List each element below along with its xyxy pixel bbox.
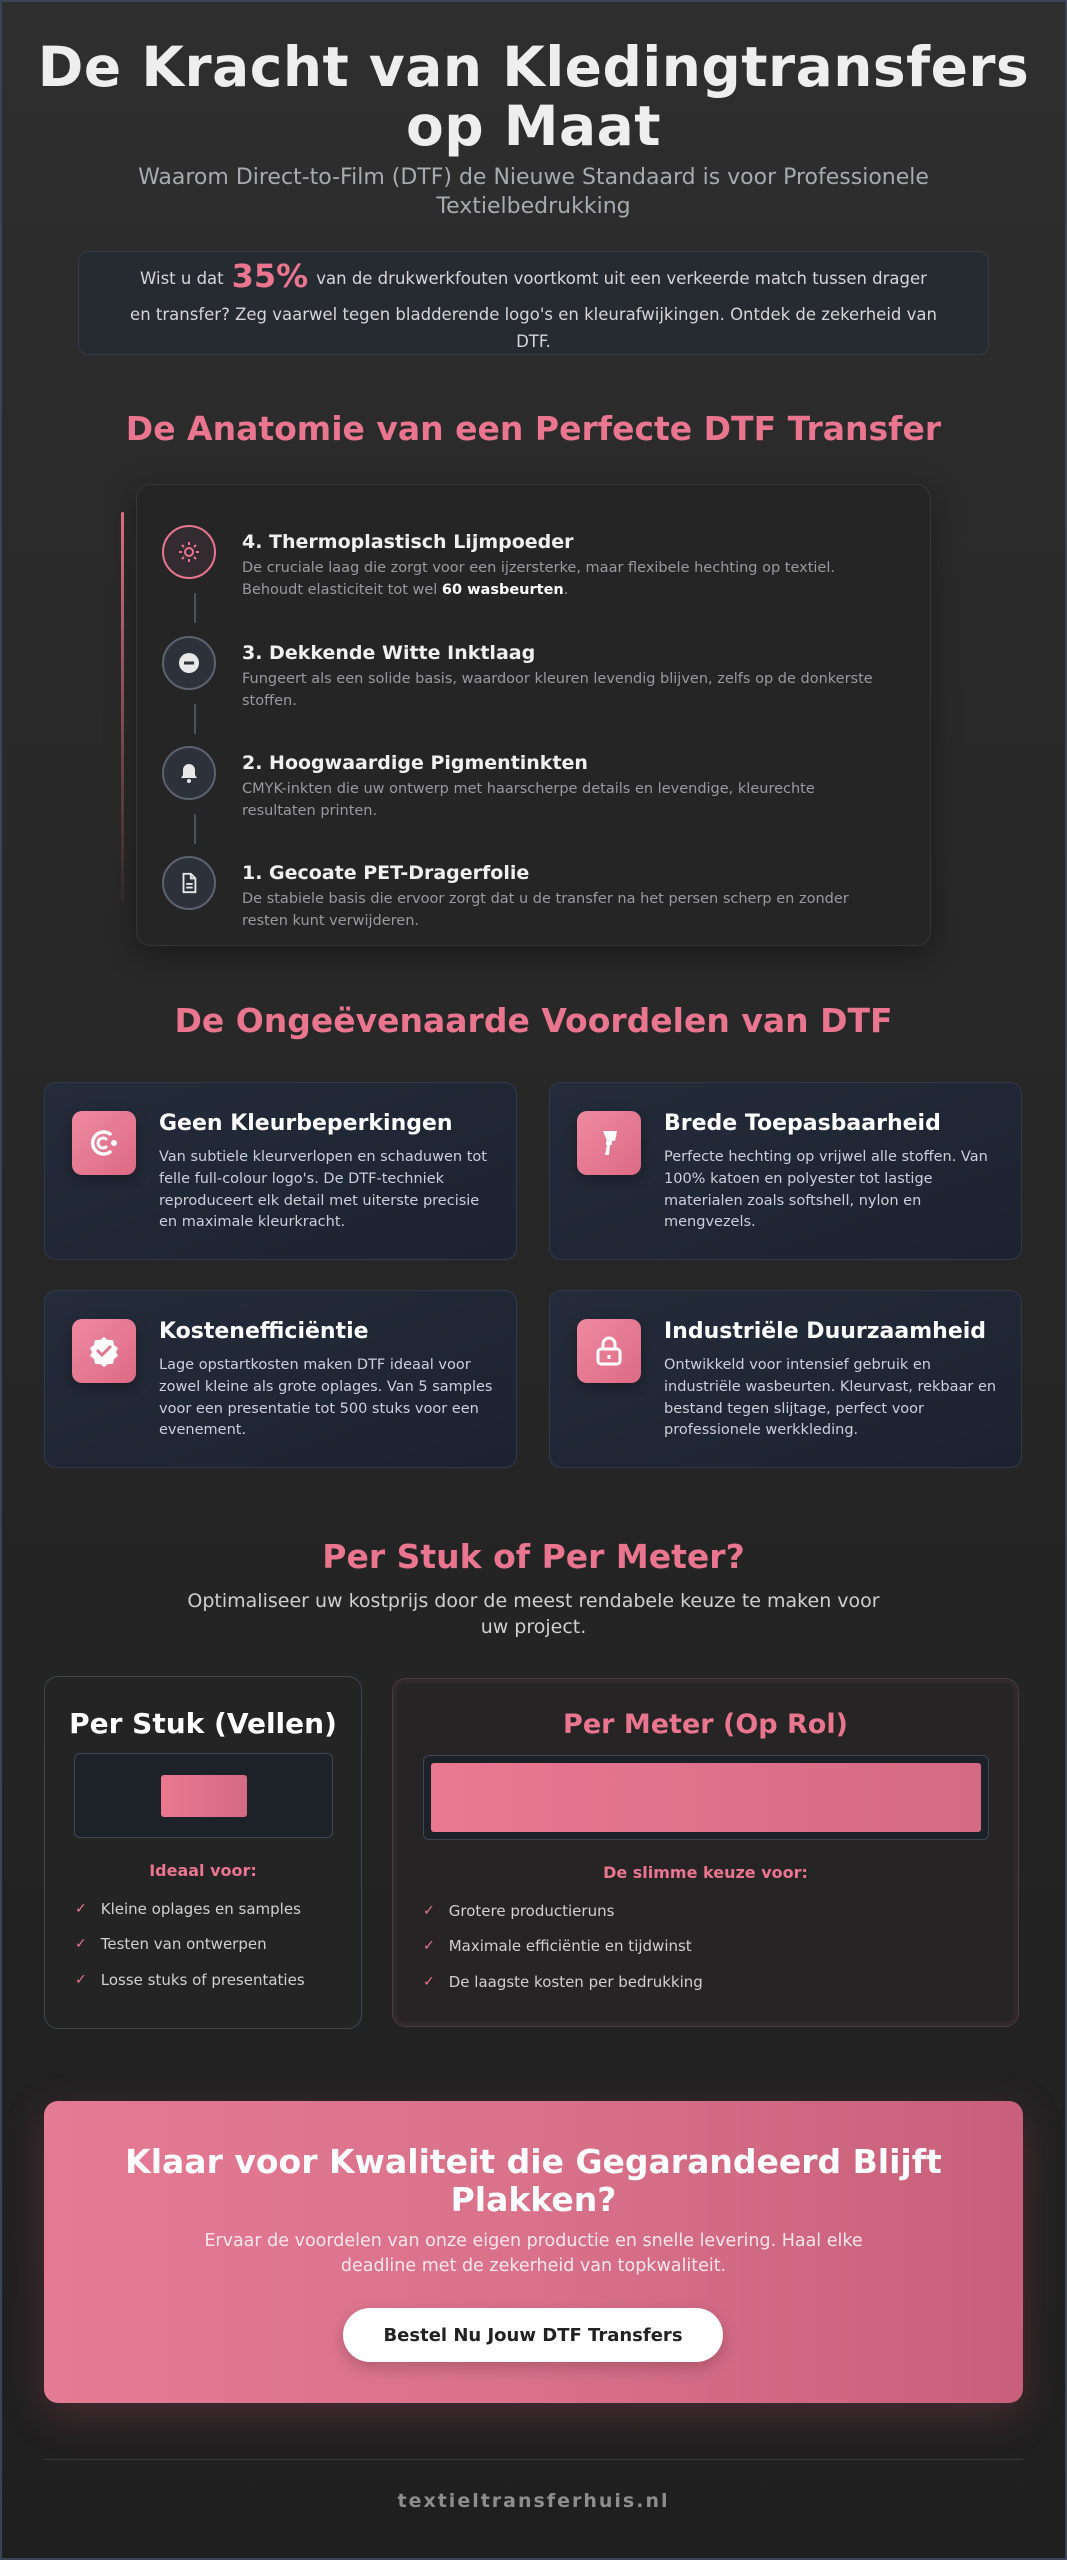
advantage-card <box>44 1290 517 1468</box>
layer-title: 3. Dekkende Witte Inktlaag <box>242 642 536 664</box>
advantage-title: Geen Kleurbeperkingen <box>159 1111 453 1136</box>
layer-connector <box>194 593 196 623</box>
list-item: ✓ Maximale efficiëntie en tijdwinst <box>423 1937 692 1956</box>
footer-divider <box>44 2459 1023 2460</box>
anatomy-title: De Anatomie van een Perfecte DTF Transfer <box>125 409 942 448</box>
list-item: ✓ Kleine oplages en samples <box>75 1899 301 1918</box>
pricing-subtitle: Optimaliseer uw kostprijs door de meest rendabele keuze te maken voor uw project. <box>187 1590 880 1638</box>
layer-title: 4. Thermoplastisch Lijmpoeder <box>242 531 574 553</box>
list-item: ✓ De laagste kosten per bedrukking <box>423 1972 703 1991</box>
stat-number: 35% <box>231 257 309 296</box>
cta-banner <box>44 2101 1023 2403</box>
layer-title: 1. Gecoate PET-Dragerfolie <box>242 862 530 884</box>
page-subtitle: Waarom Direct-to-Film (DTF) de Nieuwe Standaard is voor Professionele Textielbedrukking <box>138 165 929 220</box>
check-icon: ✓ <box>423 1902 435 1919</box>
advantage-title: Kostenefficiëntie <box>159 1319 369 1344</box>
feature-list <box>75 1891 305 1998</box>
price-card-title: Per Stuk (Vellen) <box>69 1707 337 1740</box>
document-icon <box>162 856 216 910</box>
advantage-title: Industriële Duurzaamheid <box>664 1319 987 1344</box>
brush-icon <box>577 1111 641 1175</box>
cta-subtitle: Ervaar de voordelen van onze eigen productie en snelle levering. Haal elke deadline met de zekerheid van topkwaliteit. <box>204 2231 863 2277</box>
footer-site: textieltransferhuis.nl <box>397 2490 670 2512</box>
page-title: De Kracht van Kledingtransfers op Maat <box>37 35 1030 159</box>
stat-callout <box>78 251 989 355</box>
layer-title: 2. Hoogwaardige Pigmentinkten <box>242 752 588 774</box>
ideal-label: Ideaal voor: <box>149 1861 257 1880</box>
advantage-card <box>44 1082 517 1260</box>
advantage-desc: Ontwikkeld voor intensief gebruik en industriële wasbeurten. Kleurvast, rekbaar en bestand tegen slijtage, perfect voor professionele werkkleding. <box>664 1357 997 1439</box>
layer-desc: CMYK-inkten die uw ontwerp met haarscherpe details en levendige, kleurechte resultaten printen. <box>242 781 815 819</box>
stat-text-after: van de drukwerkfouten voortkomt uit een verkeerde match tussen drager en transfer? Zeg vaarwel tegen bladderende logo's en kleurafwijkingen. Ontdek de zekerheid van DTF. <box>130 269 937 351</box>
list-item: ✓ Losse stuks of presentaties <box>75 1970 305 1989</box>
list-item: ✓ Grotere productieruns <box>423 1901 615 1920</box>
price-card-per-stuk <box>44 1676 362 2029</box>
bell-icon <box>162 746 216 800</box>
advantage-card <box>549 1082 1022 1260</box>
price-card-title: Per Meter (Op Rol) <box>563 1709 848 1740</box>
price-card-per-meter <box>392 1678 1019 2027</box>
layer-desc: De cruciale laag die zorgt voor een ijzersterke, maar flexibele hechting op textiel. Behoudt elasticiteit tot wel 60 wasbeurten. <box>242 560 835 598</box>
minus-circle-icon <box>162 636 216 690</box>
pricing-title: Per Stuk of Per Meter? <box>322 1537 745 1576</box>
sheet-bar <box>161 1775 247 1817</box>
sheet-illustration <box>74 1753 333 1838</box>
check-icon: ✓ <box>75 1936 87 1953</box>
sun-icon <box>162 525 216 579</box>
lock-icon <box>577 1319 641 1383</box>
cta-title: Klaar voor Kwaliteit die Gegarandeerd Blijft Plakken? <box>125 2142 942 2219</box>
advantages-title: De Ongeëvenaarde Voordelen van DTF <box>174 1001 893 1040</box>
check-icon: ✓ <box>75 1900 87 1917</box>
layer-connector <box>194 704 196 734</box>
badge-check-icon <box>72 1319 136 1383</box>
advantage-title: Brede Toepasbaarheid <box>664 1111 941 1136</box>
advantage-desc: Van subtiele kleurverlopen en schaduwen tot felle full-colour logo's. De DTF-techniek reproduceert elk detail met uiterste precisie en maximale kleurkracht. <box>159 1149 487 1231</box>
anatomy-accent-line <box>121 512 124 902</box>
palette-icon <box>72 1111 136 1175</box>
roll-illustration <box>423 1755 989 1840</box>
layer-connector <box>194 814 196 844</box>
list-item: ✓ Testen van ontwerpen <box>75 1935 267 1954</box>
advantage-desc: Perfecte hechting op vrijwel alle stoffen. Van 100% katoen en polyester tot lastige materialen zoals softshell, nylon en mengvezels. <box>664 1149 988 1231</box>
advantage-card <box>549 1290 1022 1468</box>
check-icon: ✓ <box>423 1973 435 1990</box>
layer-desc: De stabiele basis die ervoor zorgt dat u de transfer na het persen scherp en zonder resten kunt verwijderen. <box>242 891 849 929</box>
roll-bar <box>431 1763 981 1832</box>
feature-list <box>423 1893 703 2000</box>
check-icon: ✓ <box>75 1971 87 1988</box>
order-button[interactable]: Bestel Nu Jouw DTF Transfers <box>343 2308 723 2362</box>
check-icon: ✓ <box>423 1938 435 1955</box>
ideal-label: De slimme keuze voor: <box>603 1863 808 1882</box>
layer-desc: Fungeert als een solide basis, waardoor kleuren levendig blijven, zelfs op de donkerste stoffen. <box>242 671 873 709</box>
stat-text-before: Wist u dat <box>140 269 224 289</box>
advantage-desc: Lage opstartkosten maken DTF ideaal voor zowel kleine als grote oplages. Van 5 samples voor een presentatie tot 500 stuks voor een evenement. <box>159 1357 493 1439</box>
layer-desc-highlight: 60 wasbeurten <box>441 581 564 598</box>
